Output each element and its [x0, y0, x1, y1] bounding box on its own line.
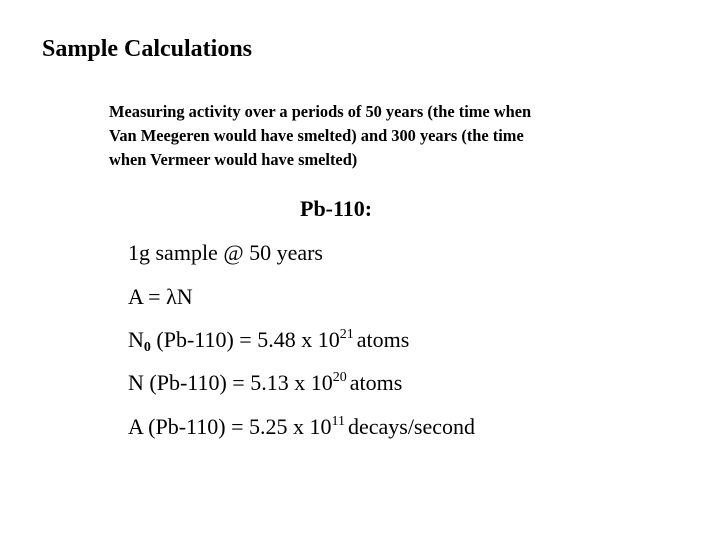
intro-line-1: Measuring activity over a periods of 50 years (the time when — [109, 102, 532, 121]
n-exponent: 20 — [332, 370, 347, 385]
page-title: Sample Calculations — [42, 36, 253, 62]
isotope-heading: Pb-110: — [300, 196, 373, 221]
a-text: A (Pb-110) = 5.25 x 10 — [128, 414, 332, 439]
sample-line: 1g sample @ 50 years — [128, 240, 323, 265]
n0-symbol: N — [128, 327, 144, 352]
n-unit: atoms — [349, 370, 403, 395]
n0-exponent: 21 — [339, 327, 354, 342]
activity-formula: A = λN — [128, 284, 193, 309]
initial-atoms-line — [128, 327, 409, 353]
intro-paragraph — [109, 100, 589, 172]
a-unit: decays/second — [347, 414, 476, 439]
activity-result-line — [128, 414, 475, 440]
n0-unit: atoms — [356, 327, 410, 352]
a-exponent: 11 — [331, 414, 345, 429]
intro-line-2: Van Meegeren would have smelted) and 300 years (the time — [109, 126, 524, 145]
intro-line-3: when Vermeer would have smelted) — [109, 150, 358, 169]
n-text: N (Pb-110) = 5.13 x 10 — [128, 370, 333, 395]
remaining-atoms-line — [128, 370, 402, 396]
n0-text: (Pb-110) = 5.48 x 10 — [156, 327, 340, 352]
n0-subscript: 0 — [143, 340, 151, 355]
